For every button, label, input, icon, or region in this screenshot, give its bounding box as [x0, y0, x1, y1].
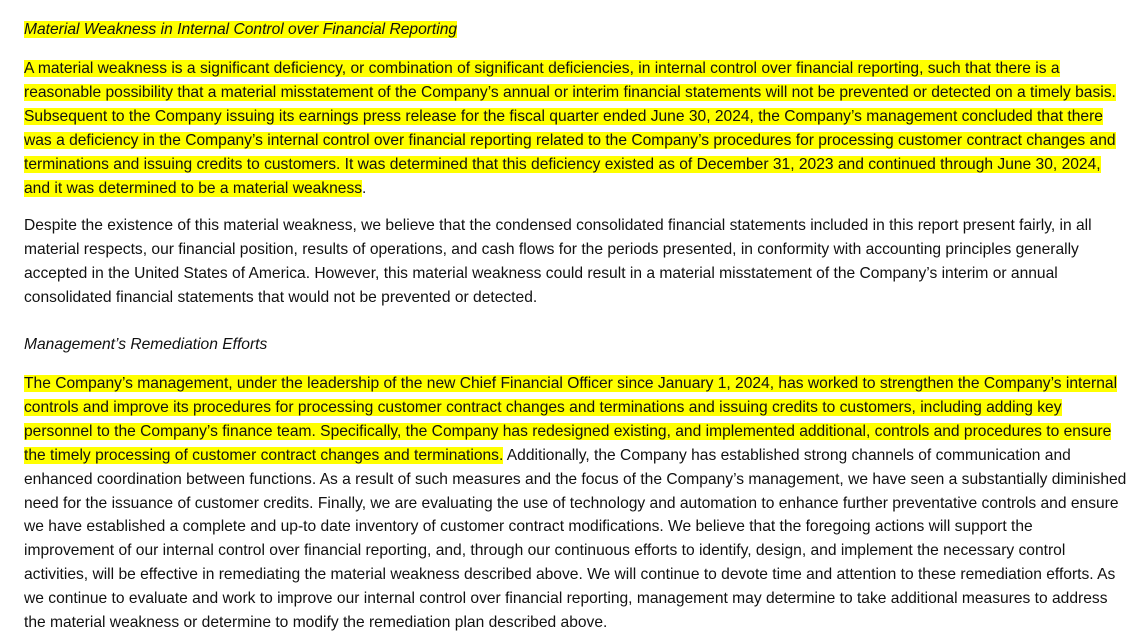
section-heading-material-weakness: [24, 18, 457, 42]
paragraph-remaining-text: Additionally, the Company has established strong channels of communication and enhanced coordination between functions. As a result of such measures and the focus of the Company’s management, we have seen a substantially diminished need for the issuance of customer credits. Finally, we are evaluating the use of technology and automation to enhance further preventative controls and ensure we have established a complete and up-to date inventory of customer contract modifications. We believe that the foregoing actions will support the improvement of our internal control over financial reporting, and, through our continuous efforts to identify, design, and implement the necessary control activities, will be effective in remediating the material weakness described above. We will continue to devote time and attention to these remediation efforts. As we continue to evaluate and work to improve our internal control over financial reporting, management may determine to take additional measures to address the material weakness or determine to modify the remediation plan described above.: [24, 446, 1127, 632]
highlighted-heading-text: Material Weakness in Internal Control over Financial Reporting: [24, 21, 458, 38]
highlighted-paragraph-text: The Company’s management, under the leadership of the new Chief Financial Officer since January 1, 2024, has worked to strengthen the Company’s internal controls and improve its procedures for processing customer contract changes and terminations and issuing credits to customers, including adding key personnel to the Company’s finance team. Specifically, the Company has redesigned existing, and implemented additional, controls and procedures to ensure the timely processing of customer contract changes and terminations.: [24, 375, 1118, 464]
paragraph-trailing-text: .: [362, 179, 367, 197]
paragraph-financial-statements-fairness: Despite the existence of this material weakness, we believe that the condensed consolidated financial statements included in this report present fairly, in all material respects, our financial position, results of operations, and cash flows for the periods presented, in conformity with accounting principles generally accepted in the United States of America. However, this material weakness could result in a material misstatement of the Company’s interim or annual consolidated financial statements that would not be prevented or detected.: [24, 217, 1092, 306]
paragraph-remediation-details: [24, 372, 1127, 635]
paragraph-material-weakness-definition: [24, 57, 1127, 200]
section-heading-remediation-efforts: Management’s Remediation Efforts: [24, 336, 268, 353]
highlighted-paragraph-text: A material weakness is a significant deficiency, or combination of significant deficiencies, in internal control over financial reporting, such that there is a reasonable possibility that a material misstatement of the Company’s annual or interim financial statements will not be prevented or detected on a timely basis. Subsequent to the Company issuing its earnings press release for the fiscal quarter ended June 30, 2024, the Company’s management concluded that there was a deficiency in the Company’s internal control over financial reporting related to the Company’s procedures for processing customer contract changes and terminations and issuing credits to customers. It was determined that this deficiency existed as of December 31, 2023 and continued through June 30, 2024, and it was determined to be a material weakness: [24, 60, 1116, 197]
